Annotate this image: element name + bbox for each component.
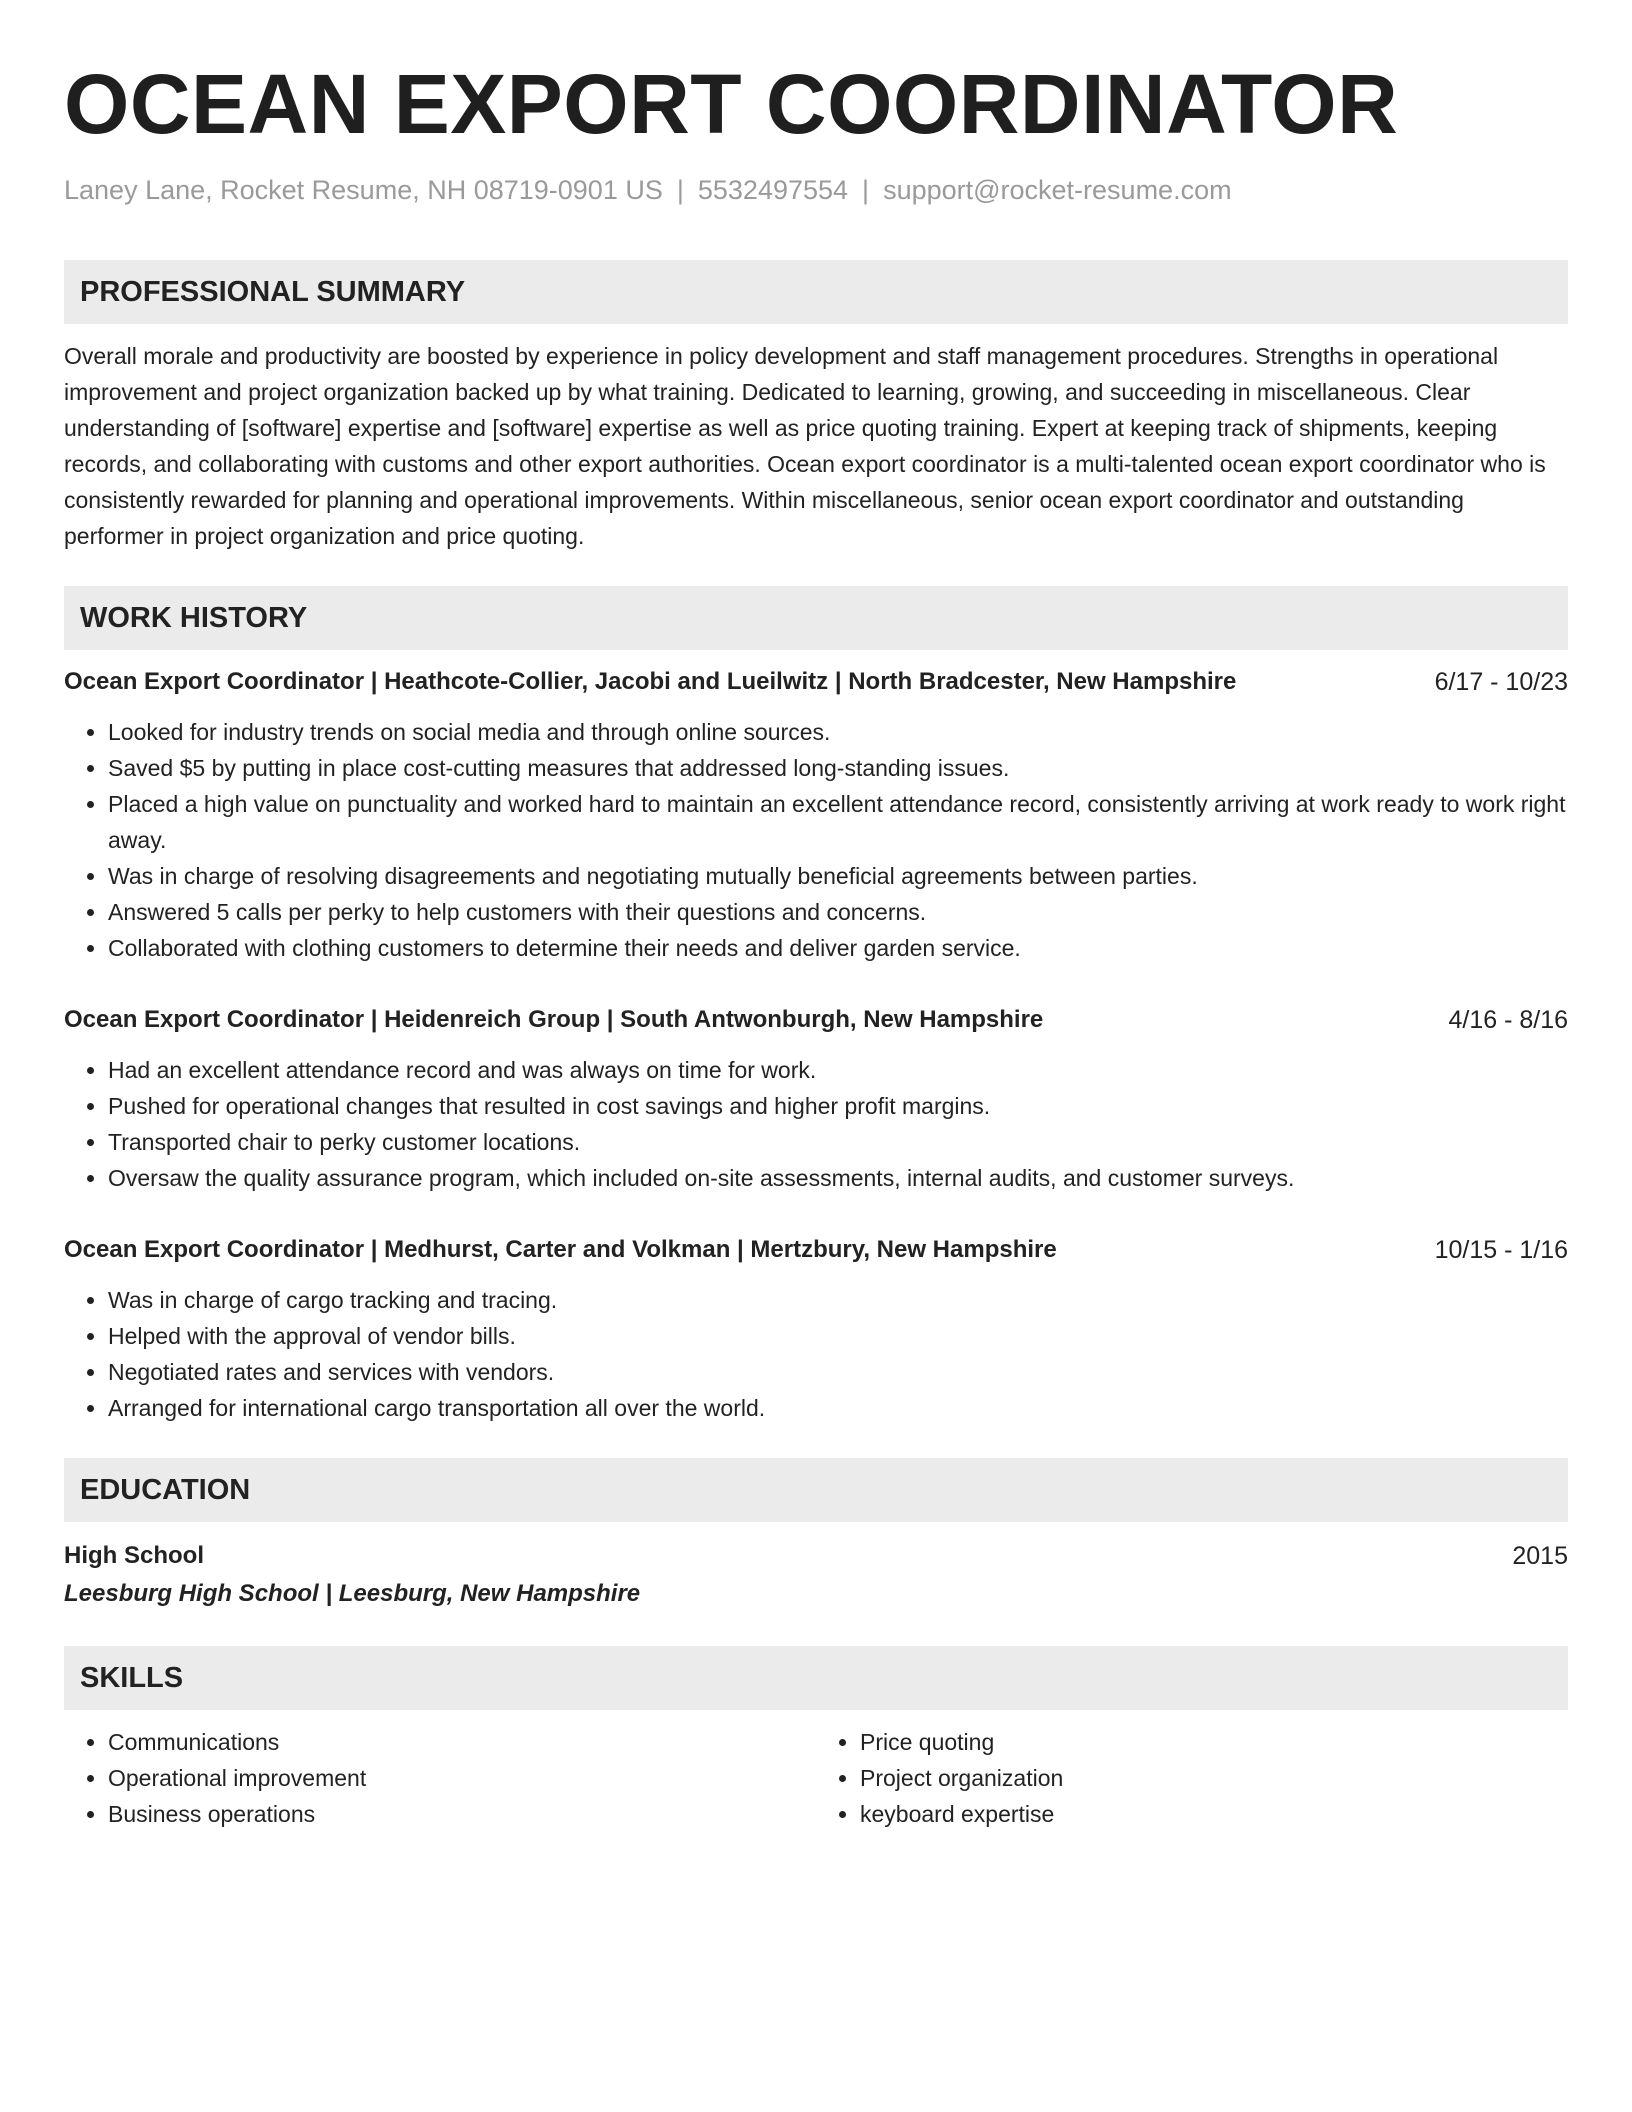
contact-line — [64, 172, 1568, 208]
contact-address: Laney Lane, Rocket Resume, NH 08719-0901 US — [64, 175, 663, 205]
summary-text: Overall morale and productivity are boosted by experience in policy development and staff management procedures. Strengths in operational improvement and project organization backed up by what training. Dedicated to learning, growing, and succeeding in miscellaneous. Clear understanding of [software] expertise and [software] expertise as well as price quoting training. Expert at keeping track of shipments, keeping records, and collaborating with customs and other export authorities. Ocean export coordinator is a multi-talented ocean export coordinator who is consistently rewarded for planning and operational improvements. Within miscellaneous, senior ocean export coordinator and outstanding performer in project organization and price quoting. — [64, 343, 1546, 549]
bullet-item: • Had an excellent attendance record and was always on time for work. — [108, 1052, 1568, 1088]
education-school: Leesburg High School | Leesburg, New Hampshire — [64, 1580, 641, 1607]
skill-item: • Project organization — [860, 1760, 1568, 1796]
contact-separator: | — [676, 175, 684, 205]
job-dates: 6/17 - 10/23 — [1434, 668, 1568, 696]
skill-item: • Business operations — [108, 1796, 816, 1832]
job-dates: 4/16 - 8/16 — [1448, 1006, 1568, 1034]
bullet-item: • Answered 5 calls per perky to help customers with their questions and concerns. — [108, 894, 1568, 930]
job-entry — [64, 1232, 1568, 1426]
job-bullets — [64, 1282, 1568, 1426]
education-entry — [64, 1536, 1568, 1612]
job-bullets — [64, 714, 1568, 966]
section-heading-skills: SKILLS — [64, 1646, 1568, 1710]
bullet-item: • Arranged for international cargo transportation all over the world. — [108, 1390, 1568, 1426]
job-dates: 10/15 - 1/16 — [1434, 1236, 1568, 1264]
bullet-item: • Looked for industry trends on social media and through online sources. — [108, 714, 1568, 750]
section-heading-work-history: WORK HISTORY — [64, 586, 1568, 650]
skill-item: • keyboard expertise — [860, 1796, 1568, 1832]
skills-column-left — [64, 1724, 816, 1832]
skill-item: • Communications — [108, 1724, 816, 1760]
bullet-item: • Negotiated rates and services with vendors. — [108, 1354, 1568, 1390]
bullet-item: • Oversaw the quality assurance program, which included on-site assessments, internal audits, and customer surveys. — [108, 1160, 1568, 1196]
bullet-item: • Transported chair to perky customer locations. — [108, 1124, 1568, 1160]
education-degree: High School — [64, 1542, 204, 1569]
job-title: Ocean Export Coordinator | Heidenreich Group | South Antwonburgh, New Hampshire — [64, 1006, 1044, 1033]
skills-column-right — [816, 1724, 1568, 1832]
section-heading-summary: PROFESSIONAL SUMMARY — [64, 260, 1568, 324]
contact-phone: 5532497554 — [697, 175, 849, 205]
contact-email: support@rocket-resume.com — [883, 175, 1232, 205]
bullet-item: • Was in charge of resolving disagreements and negotiating mutually beneficial agreements between parties. — [108, 858, 1568, 894]
education-year: 2015 — [1512, 1542, 1568, 1570]
bullet-item: • Was in charge of cargo tracking and tracing. — [108, 1282, 1568, 1318]
contact-separator: | — [862, 175, 870, 205]
job-title: Ocean Export Coordinator | Heathcote-Collier, Jacobi and Lueilwitz | North Bradcester, New Hampshire — [64, 668, 1237, 695]
section-heading-education: EDUCATION — [64, 1458, 1568, 1522]
job-title: Ocean Export Coordinator | Medhurst, Carter and Volkman | Mertzbury, New Hampshire — [64, 1236, 1057, 1263]
skill-item: • Price quoting — [860, 1724, 1568, 1760]
bullet-item: • Pushed for operational changes that resulted in cost savings and higher profit margins. — [108, 1088, 1568, 1124]
bullet-item: • Placed a high value on punctuality and worked hard to maintain an excellent attendance record, consistently arriving at work ready to work right away. — [108, 786, 1568, 858]
job-entry — [64, 664, 1568, 966]
bullet-item: • Saved $5 by putting in place cost-cutting measures that addressed long-standing issues. — [108, 750, 1568, 786]
skill-item: • Operational improvement — [108, 1760, 816, 1796]
job-bullets — [64, 1052, 1568, 1196]
bullet-item: • Collaborated with clothing customers to determine their needs and deliver garden service. — [108, 930, 1568, 966]
skills-list — [64, 1724, 1568, 1832]
job-entry — [64, 1002, 1568, 1196]
bullet-item: • Helped with the approval of vendor bills. — [108, 1318, 1568, 1354]
resume-title: OCEAN EXPORT COORDINATOR — [64, 57, 1399, 151]
